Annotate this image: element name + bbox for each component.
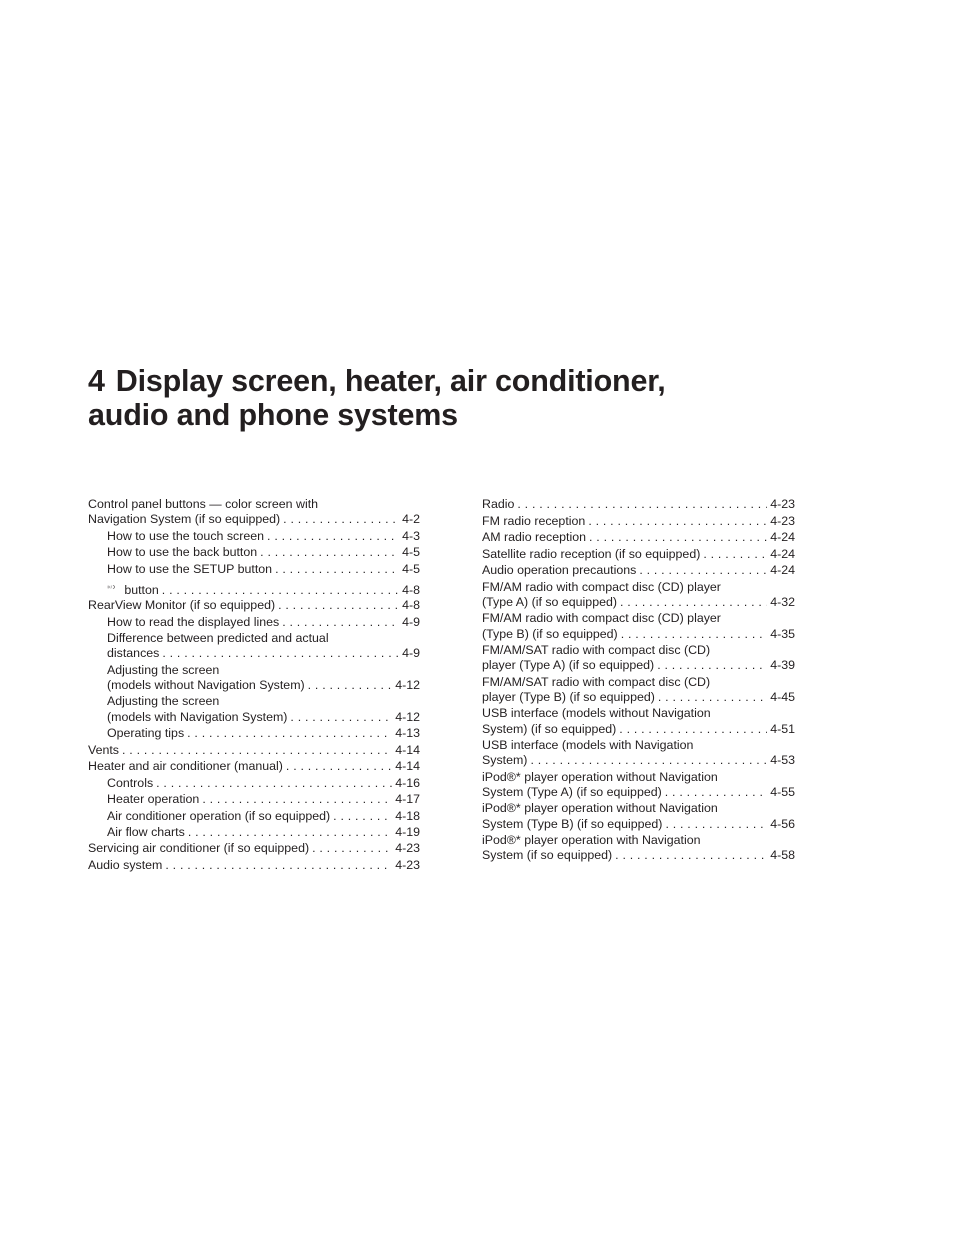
toc-entry[interactable]: [88, 595, 420, 613]
toc-entry-text: FM/AM radio with compact disc (CD) player: [482, 611, 721, 626]
toc-entry[interactable]: [88, 840, 420, 856]
toc-leader-dots: [615, 848, 767, 863]
toc-entry-line: [88, 512, 420, 527]
toc-entry-text: Navigation System (if so equipped): [88, 512, 281, 527]
toc-entry-text: How to use the SETUP button: [107, 561, 273, 576]
toc-leader-dots: [620, 595, 767, 610]
toc-entry-text: Adjusting the screen: [107, 694, 220, 709]
toc-entry-text: AM radio reception: [482, 530, 586, 545]
toc-entry[interactable]: [482, 673, 795, 705]
toc-left-column: [88, 496, 420, 873]
toc-entry-line: [88, 858, 420, 873]
toc-entry-text: Satellite radio reception (if so equipped): [482, 546, 701, 561]
toc-entry[interactable]: [88, 725, 420, 741]
toc-page-number: 4-16: [395, 775, 420, 790]
toc-entry[interactable]: [88, 824, 420, 840]
toc-entry-text: How to read the displayed lines: [107, 614, 280, 629]
toc-leader-dots: [665, 785, 767, 800]
toc-entry[interactable]: [88, 791, 420, 807]
toc-page-number: 4-58: [770, 848, 795, 863]
toc-leader-dots: [333, 809, 392, 824]
toc-leader-dots: [665, 817, 767, 832]
toc-entry-text: Audio system: [88, 857, 163, 872]
chapter-title-line-1: [88, 364, 888, 398]
toc-entry[interactable]: [482, 610, 795, 642]
toc-entry-line: [482, 643, 795, 658]
toc-leader-dots: [275, 562, 399, 577]
toc-page-number: 4-18: [395, 808, 420, 823]
toc-entry-line: [107, 631, 420, 646]
toc-entry-line: [107, 615, 420, 630]
toc-entry[interactable]: [482, 768, 795, 800]
toc-page-number: 4-14: [395, 759, 420, 774]
toc-leader-dots: [589, 530, 767, 545]
toc-leader-dots: [703, 547, 767, 562]
toc-entry-line: [482, 627, 795, 642]
toc-entry-text: Difference between predicted and actual: [107, 631, 329, 646]
toc-entry-line: [482, 801, 795, 816]
toc-entry-line: [107, 825, 420, 840]
toc-leader-dots: [312, 841, 392, 856]
toc-entry-line: [107, 562, 420, 577]
toc-page-number: 4-56: [770, 816, 795, 831]
toc-entry[interactable]: [88, 693, 420, 725]
toc-leader-dots: [639, 563, 767, 578]
toc-entry-line: [482, 738, 795, 753]
toc-entry-text: (models without Navigation System): [107, 677, 305, 692]
toc-entry-text: iPod®* player operation without Navigation: [482, 769, 718, 784]
toc-entry-line: [88, 743, 420, 758]
toc-leader-dots: [122, 743, 392, 758]
toc-entry-text: System): [482, 753, 528, 768]
toc-entry-text: RearView Monitor (if so equipped): [88, 598, 276, 613]
toc-entry-line: [482, 547, 795, 562]
chapter-number: 4: [88, 364, 105, 398]
toc-entry-text: Air conditioner operation (if so equipped): [107, 808, 331, 823]
toc-entry-text: Heater operation: [107, 792, 200, 807]
toc-entry-line: [482, 770, 795, 785]
toc-entry-line: [482, 530, 795, 545]
toc-entry-text: How to use the back button: [107, 545, 258, 560]
toc-entry[interactable]: [88, 528, 420, 544]
toc-entry-line: [107, 792, 420, 807]
toc-entry[interactable]: [88, 544, 420, 560]
toc-entry-text: Adjusting the screen: [107, 662, 220, 677]
toc-entry-text: Operating tips: [107, 726, 185, 741]
toc-entry-line: [107, 545, 420, 560]
toc-entry-text: (models with Navigation System): [107, 709, 288, 724]
toc-entry[interactable]: [482, 529, 795, 545]
toc-leader-dots: [282, 615, 399, 630]
toc-leader-dots: [286, 759, 392, 774]
toc-entry-text: (Type A) (if so equipped): [482, 594, 617, 609]
toc-entry-line: [482, 580, 795, 595]
toc-entry-line: [482, 753, 795, 768]
toc-leader-dots: [619, 722, 767, 737]
toc-page-number: 4-5: [402, 545, 420, 560]
toc-entry-text: System) (if so equipped): [482, 721, 617, 736]
toc-entry-text: Control panel buttons — color screen with: [88, 497, 319, 512]
toc-entry-line: [107, 809, 420, 824]
toc-leader-dots: [202, 792, 392, 807]
toc-entry-line: [107, 776, 420, 791]
toc-entry-line: [88, 841, 420, 856]
toc-entry-text: System (Type B) (if so equipped): [482, 816, 663, 831]
toc-page-number: 4-23: [770, 513, 795, 528]
toc-entry-line: [482, 514, 795, 529]
toc-page-number: 4-13: [395, 726, 420, 741]
toc-entry-line: [107, 726, 420, 741]
toc-entry-text: iPod®* player operation with Navigation: [482, 833, 701, 848]
toc-entry-line: [482, 563, 795, 578]
toc-leader-dots: [162, 646, 399, 661]
toc-entry-text: System (if so equipped): [482, 848, 613, 863]
toc-entry[interactable]: [482, 705, 795, 737]
toc-entry-line: [482, 848, 795, 863]
toc-leader-dots: [530, 753, 767, 768]
toc-entry[interactable]: [88, 496, 420, 528]
toc-entry-line: [482, 690, 795, 705]
toc-entry-line: [107, 663, 420, 678]
toc-entry-line: [482, 497, 795, 512]
toc-leader-dots: [278, 598, 399, 613]
toc-entry-text: Vents: [88, 742, 120, 757]
toc-leader-dots: [621, 627, 768, 642]
toc-entry-text: Controls: [107, 775, 154, 790]
toc-leader-dots: [165, 858, 392, 873]
toc-entry[interactable]: [482, 545, 795, 561]
toc-entry-text: Audio operation precautions: [482, 563, 637, 578]
toc-entry-text: player (Type B) (if so equipped): [482, 689, 655, 704]
toc-entry[interactable]: [482, 800, 795, 832]
toc-page-number: 4-24: [770, 563, 795, 578]
toc-entry[interactable]: [88, 741, 420, 757]
toc-entry[interactable]: [482, 512, 795, 528]
toc-page-number: 4-19: [395, 824, 420, 839]
toc-leader-dots: [187, 726, 392, 741]
toc-page-number: 4-51: [770, 721, 795, 736]
toc-entry-line: [107, 678, 420, 693]
toc-leader-dots: [188, 825, 392, 840]
toc-entry-text: (Type B) (if so equipped): [482, 626, 618, 641]
chapter-title-line-2: audio and phone systems: [88, 398, 458, 432]
toc-leader-dots: [657, 658, 767, 673]
toc-entry-line: [482, 658, 795, 673]
toc-entry-line: [88, 497, 420, 512]
toc-entry-line: [482, 675, 795, 690]
toc-leader-dots: [658, 690, 767, 705]
toc-entry[interactable]: [482, 578, 795, 610]
toc-page-number: 4-45: [770, 689, 795, 704]
toc-leader-dots: [156, 776, 392, 791]
toc-page-number: 4-2: [402, 512, 420, 527]
toc-entry-line: [107, 710, 420, 725]
toc-entry-line: [107, 529, 420, 544]
toc-entry-line: [482, 833, 795, 848]
toc-page-number: 4-24: [770, 546, 795, 561]
toc-entry[interactable]: [482, 642, 795, 674]
toc-entry[interactable]: [482, 562, 795, 578]
toc-entry-text: FM/AM/SAT radio with compact disc (CD): [482, 643, 711, 658]
toc-page-number: 4-35: [770, 626, 795, 641]
toc-leader-dots: [308, 678, 393, 693]
toc-entry-line: [482, 722, 795, 737]
brightness-sun-moon-icon: [107, 580, 115, 594]
toc-page-number: 4-17: [395, 792, 420, 807]
toc-entry-line: [107, 580, 420, 598]
toc-page-number: 4-14: [395, 742, 420, 757]
toc-entry-text: FM radio reception: [482, 513, 586, 528]
toc-entry-text: Servicing air conditioner (if so equipped): [88, 841, 310, 856]
toc-page-number: 4-12: [395, 677, 420, 692]
toc-entry-line: [107, 646, 420, 661]
toc-page-number: 4-24: [770, 530, 795, 545]
toc-entry[interactable]: [88, 561, 420, 577]
toc-entry-text: FM/AM/SAT radio with compact disc (CD): [482, 674, 711, 689]
toc-entry-text: FM/AM radio with compact disc (CD) player: [482, 579, 721, 594]
toc-entry-text: USB interface (models with Navigation: [482, 738, 694, 753]
toc-right-column: [482, 496, 795, 863]
toc-entry-line: [482, 706, 795, 721]
toc-leader-dots: [162, 583, 399, 598]
toc-page-number: 4-55: [770, 784, 795, 799]
chapter-title: [88, 364, 888, 432]
toc-entry-text: How to use the touch screen: [107, 528, 265, 543]
toc-entry[interactable]: [88, 857, 420, 873]
toc-page-number: 4-8: [402, 583, 420, 598]
toc-entry-line: [482, 595, 795, 610]
toc-entry-text: System (Type A) (if so equipped): [482, 784, 662, 799]
toc-page-number: 4-12: [395, 709, 420, 724]
toc-entry-line: [107, 694, 420, 709]
toc-entry[interactable]: [88, 807, 420, 823]
toc-page-number: 4-8: [402, 598, 420, 613]
toc-page-number: 4-5: [402, 561, 420, 576]
toc-entry[interactable]: [482, 496, 795, 512]
toc-entry-text: USB interface (models without Navigation: [482, 706, 711, 721]
toc-entry-line: [482, 611, 795, 626]
toc-page-number: 4-39: [770, 658, 795, 673]
toc-entry[interactable]: [482, 832, 795, 864]
toc-leader-dots: [267, 529, 399, 544]
toc-page-number: 4-3: [402, 528, 420, 543]
toc-page-number: 4-9: [402, 646, 420, 661]
toc-leader-dots: [517, 497, 767, 512]
toc-page-number: 4-53: [770, 753, 795, 768]
toc-entry[interactable]: [88, 774, 420, 790]
toc-page-number: 4-9: [402, 614, 420, 629]
toc-entry[interactable]: [88, 661, 420, 693]
toc-entry-line: [482, 785, 795, 800]
toc-entry-text: distances: [107, 646, 160, 661]
toc-leader-dots: [588, 514, 767, 529]
toc-page-number: 4-32: [770, 594, 795, 609]
toc-leader-dots: [260, 545, 399, 560]
toc-entry-line: [88, 598, 420, 613]
toc-entry[interactable]: [482, 737, 795, 769]
toc-entry-text: Heater and air conditioner (manual): [88, 759, 283, 774]
toc-page-number: 4-23: [395, 857, 420, 872]
toc-leader-dots: [283, 512, 399, 527]
toc-entry-text: player (Type A) (if so equipped): [482, 658, 655, 673]
toc-entry-line: [482, 817, 795, 832]
toc-entry-text: Air flow charts: [107, 824, 185, 839]
toc-entry[interactable]: [88, 758, 420, 774]
toc-leader-dots: [290, 710, 392, 725]
toc-entry-text: iPod®* player operation without Navigation: [482, 801, 718, 816]
toc-page-number: 4-23: [395, 841, 420, 856]
toc-entry[interactable]: [88, 577, 420, 598]
toc-entry-text: button: [124, 583, 159, 598]
toc-entry[interactable]: [88, 630, 420, 662]
toc-entry-text: Radio: [482, 497, 515, 512]
toc-entry[interactable]: [88, 613, 420, 629]
toc-entry-line: [88, 759, 420, 774]
chapter-title-text-1: Display screen, heater, air conditioner,: [115, 364, 666, 398]
toc-page-number: 4-23: [770, 497, 795, 512]
